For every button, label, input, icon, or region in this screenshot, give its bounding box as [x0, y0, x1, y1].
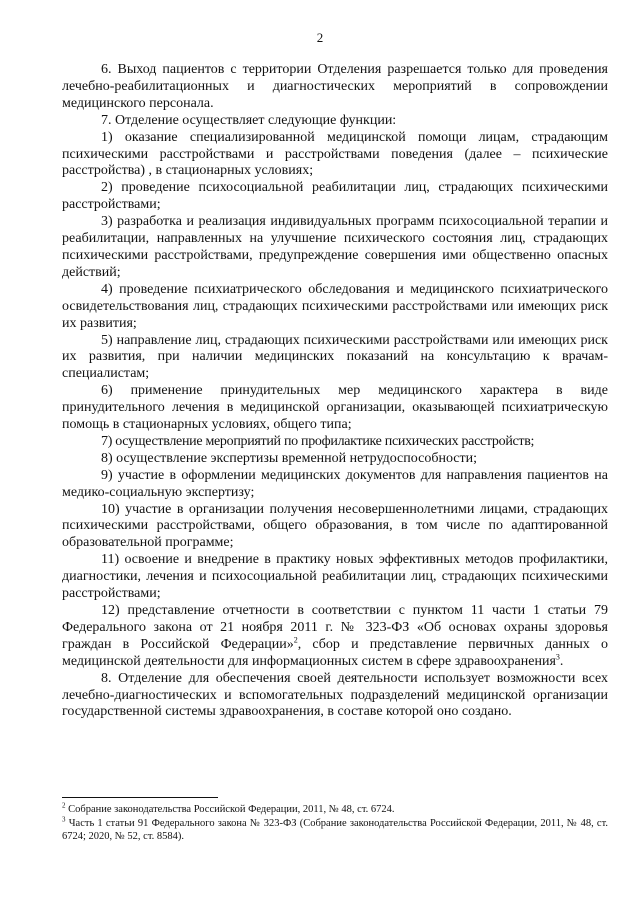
function-item-12-text-c: .	[559, 653, 564, 669]
paragraph-7-functions-heading: 7. Отделение осуществляет следующие функции:	[101, 112, 397, 128]
function-item-10: 10) участие в организации получения несовершеннолетними лицами, страдающих психическими расстройствами, общего образования, в том числе по адаптированной образовательной программе;	[62, 501, 608, 551]
footnotes	[62, 803, 608, 844]
function-item-11: 11) освоение и внедрение в практику новых эффективных методов профилактики, диагностики, лечения и психосоциальной реабилитации лиц, страдающих психическими расстройствами;	[62, 552, 608, 602]
paragraph-6-patient-exit: 6. Выход пациентов с территории Отделения разрешается только для проведения лечебно-реабилитационных и диагностических мероприятий в сопровождении медицинского персонала.	[62, 62, 608, 111]
function-item-7: 7) осуществление мероприятий по профилактике психических расстройств;	[101, 433, 535, 449]
function-item-12	[62, 603, 608, 671]
function-item-9: 9) участие в оформлении медицинских документов для направления пациентов на медико-социальную экспертизу;	[62, 467, 608, 500]
footnote-separator	[62, 797, 218, 798]
function-item-4: 4) проведение психиатрического обследования и медицинского психиатрического освидетельствования лиц, страдающих психическими расстройствами или имеющих риск их развития;	[62, 281, 608, 331]
footnote-2-marker: 2	[62, 801, 66, 810]
footnote-3-text: Часть 1 статьи 91 Федерального закона № 323-ФЗ (Собрание законодательства Российской Федерации, 2011, № 48, ст. 6724; 2020, № 52, ст. 8584).	[62, 817, 608, 842]
function-item-6: 6) применение принудительных мер медицинского характера в виде принудительного лечения в медицинской организации, оказывающей психиатрическую помощь в стационарных условиях, общего типа;	[62, 383, 608, 433]
footnote-2-text: Собрание законодательства Российской Федерации, 2011, № 48, ст. 6724.	[65, 804, 395, 815]
footnote-2	[62, 803, 608, 817]
function-item-1: 1) оказание специализированной медицинской помощи лицам, страдающим психическими расстройствами и расстройствами поведения (далее – психические расстройства) , в стационарных условиях;	[62, 129, 608, 179]
page-number: 2	[316, 30, 324, 45]
footnote-3	[62, 817, 608, 844]
footnote-ref-3: 3	[555, 652, 560, 662]
function-item-3: 3) разработка и реализация индивидуальных программ психосоциальной терапии и реабилитации, направленных на улучшение психического состояния лиц, страдающих психическими расстройствами, предупреждение совершения ими общественно опасных действий;	[62, 214, 608, 280]
function-item-12-text-b: , сбор и представление первичных данных о медицинской деятельности для информационных систем в сфере здравоохранения	[62, 636, 608, 669]
paragraph-8-resources: 8. Отделение для обеспечения своей деятельности использует возможности всех лечебно-диагностических и вспомогательных подразделений медицинской организации государственной системы здравоохранения, в составе которой оно создано.	[62, 670, 608, 720]
function-item-12-text-a: 12) представление отчетности в соответствии с пунктом 11 части 1 статьи 79 Федерального закона от 21 ноября 2011 г. № 323-ФЗ «Об основах охраны здоровья граждан в Российской Федерации»	[62, 603, 608, 652]
footnote-3-marker: 3	[62, 815, 66, 823]
footnote-ref-2: 2	[293, 635, 298, 645]
document-body	[62, 62, 608, 721]
function-item-8: 8) осуществление экспертизы временной нетрудоспособности;	[101, 450, 478, 466]
function-item-2: 2) проведение психосоциальной реабилитации лиц, страдающих психическими расстройствами;	[62, 180, 608, 213]
function-item-5: 5) направление лиц, страдающих психическими расстройствами или имеющих риск их развития, при наличии медицинских показаний на консультацию к врачам-специалистам;	[62, 332, 608, 382]
